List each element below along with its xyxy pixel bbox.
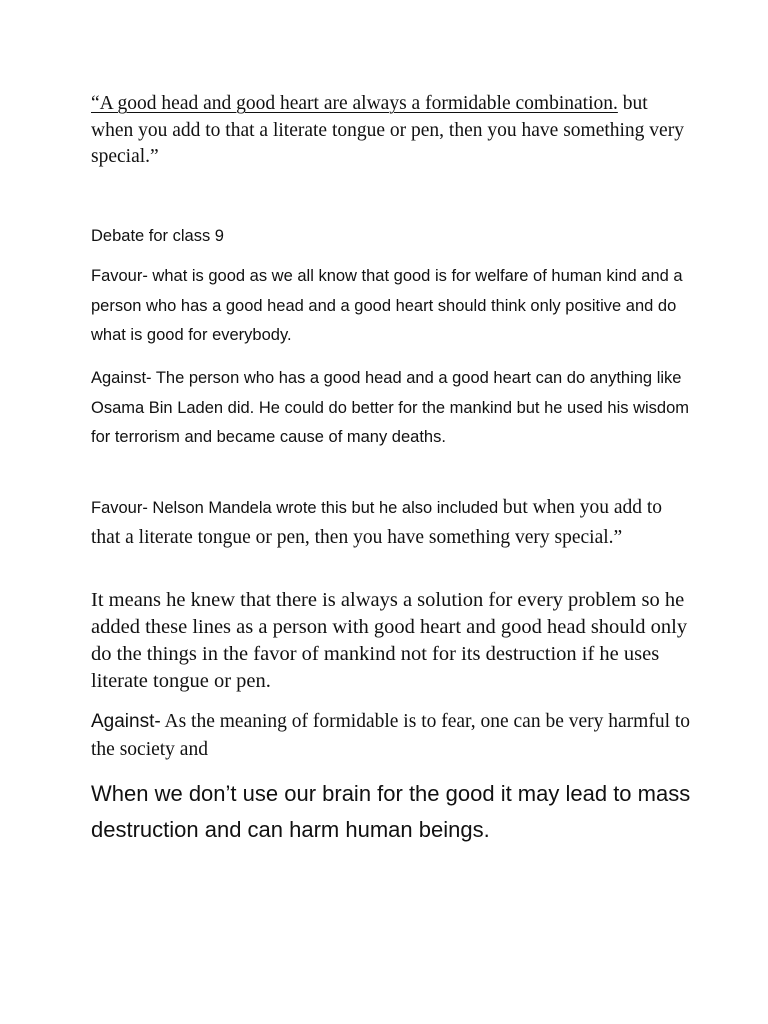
against-paragraph-2 [91, 707, 691, 763]
favour2-serif-text: but when you add to that a literate tongue or pen, then you have something very special.” [91, 497, 663, 548]
favour2-sans-text: Favour- Nelson Mandela wrote this but he also included [91, 499, 503, 517]
quote-rest-text: but when you add to that a literate tongue or pen, then you have something very special.” [91, 93, 684, 167]
favour-paragraph-1: Favour- what is good as we all know that good is for welfare of human kind and a person who has a good head and a good heart should think only positive and do what is good for everybody. [91, 267, 683, 344]
against-paragraph-1: Against- The person who has a good head and a good heart can do anything like Osama Bin Laden did. He could do better for the mankind but he used his wisdom for terrorism and became cause of many deaths. [91, 369, 690, 446]
against2-label: Against- [91, 711, 161, 732]
opening-quote [91, 91, 691, 171]
against2-text: As the meaning of formidable is to fear, one can be very harmful to the society and [91, 711, 691, 760]
meaning-paragraph: It means he knew that there is always a solution for every problem so he added these lines as a person with good heart and good head should only do the things in the favor of mankind not for its destruction if he uses literate tongue or pen. [91, 589, 688, 692]
closing-paragraph: When we don’t use our brain for the good it may lead to mass destruction and can harm human beings. [91, 781, 691, 842]
quote-underlined-text: “A good head and good heart are always a formidable combination. [91, 93, 618, 114]
favour-paragraph-2 [91, 494, 691, 553]
debate-heading: Debate for class 9 [91, 227, 224, 245]
